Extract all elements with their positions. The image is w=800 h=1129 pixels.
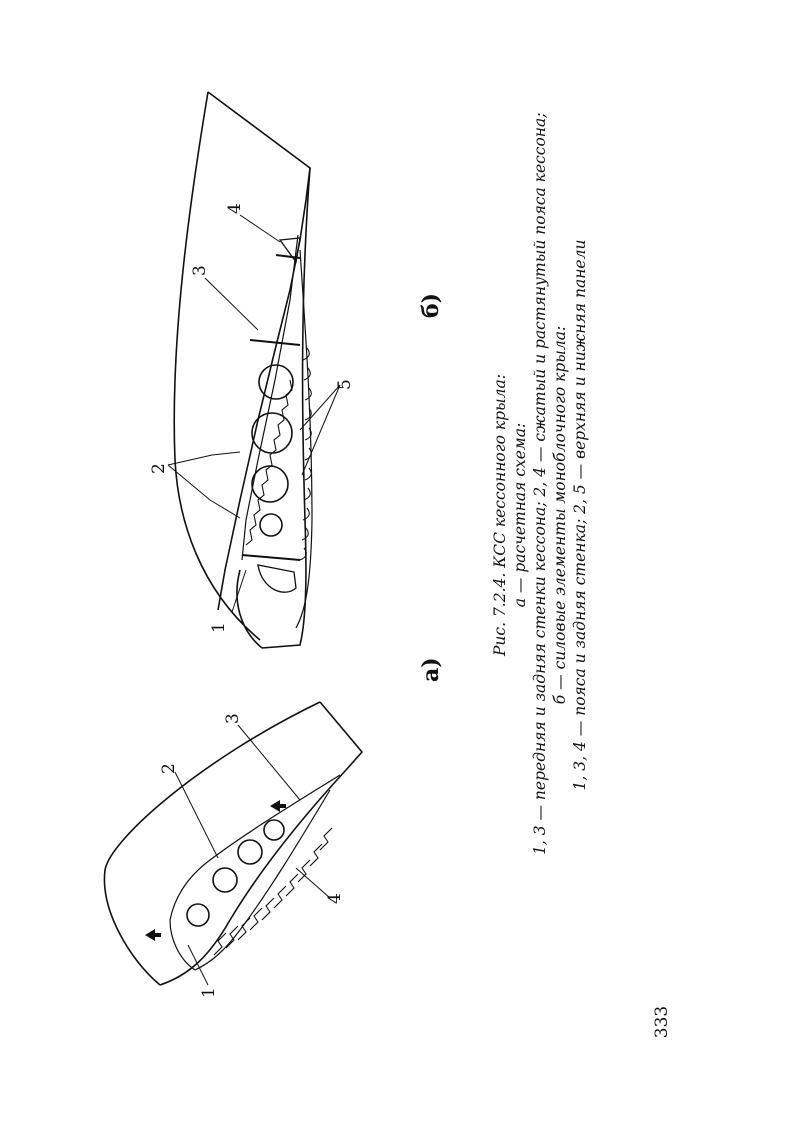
caption-line-4: 1, 3, 4 — пояса и задняя стенка; 2, 5 — верхняя и нижняя панели	[571, 239, 589, 791]
callout-b-5: 5	[335, 379, 355, 390]
callout-b-3: 3	[190, 265, 210, 276]
force-arrow-icon	[145, 929, 161, 941]
callout-a-2: 2	[159, 763, 179, 774]
load-arrows	[214, 828, 332, 955]
panel-a-label: а)	[418, 657, 444, 682]
caption-title: Рис. 7.2.4. КСС кессонного крыла:	[491, 374, 509, 656]
callout-a-4: 4	[325, 893, 345, 904]
caption-line-1: а — расчетная схема:	[511, 422, 529, 608]
page-number: 333	[652, 1005, 672, 1039]
panel-b-label: б)	[418, 292, 444, 318]
callout-b-4: 4	[225, 203, 245, 214]
figure-a-design-scheme	[104, 702, 362, 985]
callout-b-1: 1	[209, 622, 229, 633]
callout-a-1: 1	[199, 987, 219, 998]
caption-line-2: 1, 3 — передняя и задняя стенки кессона; 2, 4 — сжатый и растянутый пояса кессона;	[531, 112, 549, 855]
figure-b-monoblock-wing	[168, 92, 340, 648]
figure-caption	[490, 112, 590, 855]
caption-line-3: б — силовые элементы моноблочного крыла:	[551, 325, 569, 705]
callout-a-3: 3	[223, 713, 243, 724]
callout-b-2: 2	[149, 463, 169, 474]
